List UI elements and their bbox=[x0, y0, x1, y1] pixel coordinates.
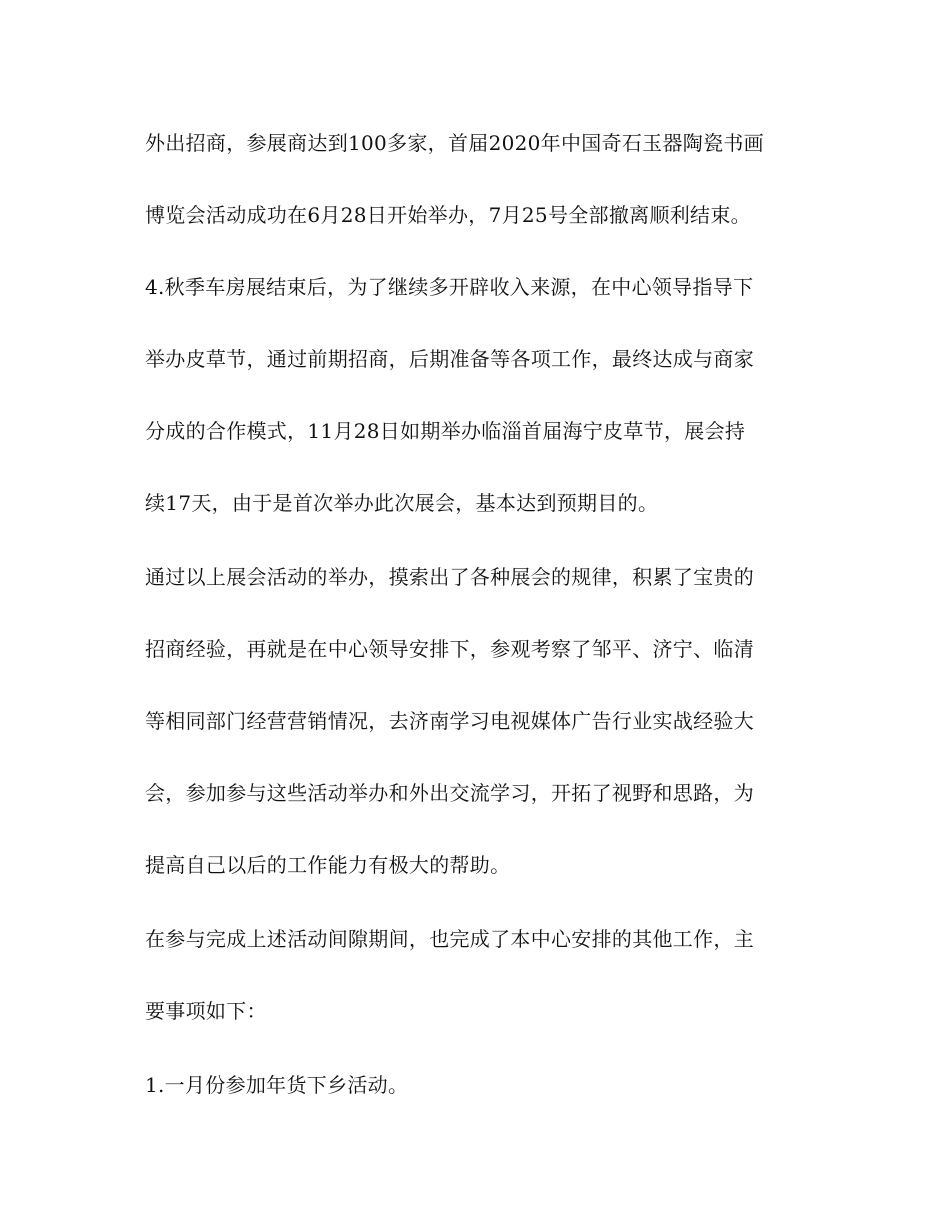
text-line: 招商经验，再就是在中心领导安排下，参观考察了邹平、济宁、临清 bbox=[145, 637, 754, 661]
text-line: 1.一月份参加年货下乡活动。 bbox=[145, 1073, 409, 1097]
text-line: 在参与完成上述活动间隙期间，也完成了本中心安排的其他工作，主 bbox=[145, 927, 754, 951]
text-line: 举办皮草节，通过前期招商，后期准备等各项工作，最终达成与商家 bbox=[145, 347, 754, 371]
text-line: 等相同部门经营营销情况，去济南学习电视媒体广告行业实战经验大 bbox=[145, 709, 754, 733]
text-line: 提高自己以后的工作能力有极大的帮助。 bbox=[145, 853, 511, 877]
text-line: 4.秋季车房展结束后，为了继续多开辟收入来源，在中心领导指导下 bbox=[145, 275, 754, 299]
text-line: 外出招商，参展商达到100多家，首届2020年中国奇石玉器陶瓷书画 bbox=[145, 131, 764, 155]
text-line: 续17天，由于是首次举办此次展会，基本达到预期目的。 bbox=[145, 491, 659, 515]
text-line: 分成的合作模式，11月28日如期举办临淄首届海宁皮草节，展会持 bbox=[145, 419, 746, 443]
text-line: 通过以上展会活动的举办，摸索出了各种展会的规律，积累了宝贵的 bbox=[145, 565, 754, 589]
text-line: 会，参加参与这些活动举办和外出交流学习，开拓了视野和思路，为 bbox=[145, 781, 754, 805]
text-line: 博览会活动成功在6月28日开始举办，7月25号全部撤离顺利结束。 bbox=[145, 203, 751, 227]
text-line: 要事项如下： bbox=[145, 999, 267, 1023]
